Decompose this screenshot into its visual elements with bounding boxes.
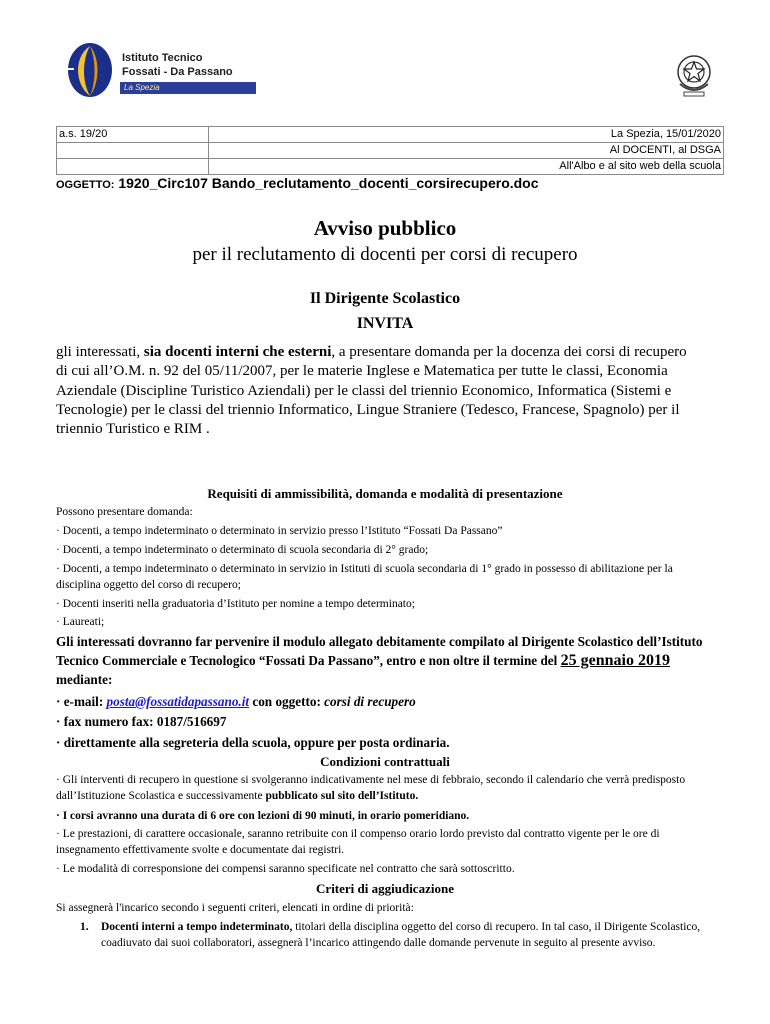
email-mid: con oggetto: xyxy=(249,694,325,709)
criteri-heading: Criteri di aggiudicazione xyxy=(316,881,454,896)
logo-line3: La Spezia xyxy=(124,83,160,92)
requisito-item: · Docenti, a tempo indeterminato o determinato in servizio presso l’Istituto “Fossati Da Passano” xyxy=(56,525,503,537)
condizioni-p1-bold: pubblicato sul sito dell’Istituto. xyxy=(265,790,419,802)
email-line xyxy=(56,692,716,711)
invita-heading: INVITA xyxy=(356,315,414,332)
subject-label: OGGETTO: xyxy=(56,179,115,191)
condizioni-p4: · Le modalità di corresponsione dei compensi saranno specificate nel contratto che sarà sottoscritto. xyxy=(56,863,515,875)
condizioni-p2: · I corsi avranno una durata di 6 ore con lezioni di 90 minuti, in orario pomeridiano. xyxy=(56,810,470,822)
modalita-text-2: mediante: xyxy=(56,672,113,687)
condizioni-p3: · Le prestazioni, di carattere occasionale, saranno retribuite con il compenso orario lordo previsto dal contratto vigente per le ore di insegnamento effettivamente svolte e documentate dai registri. xyxy=(56,828,660,856)
recipients-1: Al DOCENTI, al DSGA xyxy=(209,143,724,159)
subject-value: 1920_Circ107 Bando_reclutamento_docenti_corsirecupero.doc xyxy=(118,175,539,191)
email-link[interactable]: posta@fossatidapassano.it xyxy=(106,694,250,709)
intro-text-2: , a presentare domanda per la docenza dei corsi di recupero di cui all’O.M. n. 92 del 05/11/2007, per le materie Inglese e Matematica per tutte le classi, Economia Aziendale (Discipline Turistico Aziendali) per le classi del triennio Economico, Informatica (Sistemi e Tecnologie) per le classi del triennio Informatico, Lingue Straniere (Tedesco, Francese, Spagnolo) per il triennio Turistico e RIM . xyxy=(56,344,687,438)
criteri-item-1 xyxy=(80,919,720,951)
recipients-2: All'Albo e al sito web della scuola xyxy=(209,159,724,175)
requisito-item: · Docenti, a tempo indeterminato o determinato in servizio in Istituti di scuola secondaria di 1° grado in possesso di abilitazione per la disciplina oggetto del corso di recupero; xyxy=(56,563,673,591)
requisito-item: · Laureati; xyxy=(56,616,105,628)
italian-republic-emblem-icon xyxy=(674,50,714,98)
school-year: a.s. 19/20 xyxy=(57,127,209,143)
direct-line: · direttamente alla segreteria della scuola, oppure per posta ordinaria. xyxy=(56,735,450,750)
header-table xyxy=(56,126,724,175)
criteri-item-number: 1. xyxy=(80,921,89,933)
modalita-paragraph xyxy=(56,632,716,689)
possono-text: Possono presentare domanda: xyxy=(56,506,193,518)
intro-paragraph xyxy=(56,343,696,439)
criteri-item-text xyxy=(101,919,720,951)
subject-line xyxy=(56,175,539,191)
requisito-item: · Docenti, a tempo indeterminato o determinato di scuola secondaria di 2° grado; xyxy=(56,544,429,556)
date: La Spezia, 15/01/2020 xyxy=(209,127,724,143)
requisiti-heading: Requisiti di ammissibilità, domanda e modalità di presentazione xyxy=(207,486,563,501)
page-subtitle: per il reclutamento di docenti per corsi di recupero xyxy=(192,244,578,265)
logo-line2: Fossati - Da Passano xyxy=(122,66,233,78)
intro-text: gli interessati, xyxy=(56,344,144,360)
condizioni-p1-text: · Gli interventi di recupero in questione si svolgeranno indicativamente nel mese di febbraio, secondo il calendario che verrà predisposto dall’Istituzione Scolastica e successivamente xyxy=(56,774,686,802)
email-prefix: · e-mail: xyxy=(56,694,107,709)
criteri-intro: Si assegnerà l'incarico secondo i seguenti criteri, elencati in ordine di priorità: xyxy=(56,902,414,914)
deadline: 25 gennaio 2019 xyxy=(560,652,670,669)
logo-line1: Istituto Tecnico xyxy=(122,52,203,64)
condizioni-p1 xyxy=(56,772,718,804)
email-subject: corsi di recupero xyxy=(324,694,416,709)
requisito-item: · Docenti inseriti nella graduatoria d’Istituto per nomine a tempo determinato; xyxy=(56,598,415,610)
intro-bold: sia docenti interni che esterni xyxy=(143,344,332,360)
dirigente-heading: Il Dirigente Scolastico xyxy=(309,290,461,307)
modalita-text: Gli interessati dovranno far pervenire il modulo allegato debitamente compilato al Dirigente Scolastico dell’Istituto Tecnico Commerciale e Tecnologico “Fossati Da Passano”, entro e non oltre il termine del xyxy=(56,634,703,668)
condizioni-heading: Condizioni contrattuali xyxy=(320,754,450,769)
criteri-item-body: titolari della disciplina oggetto del corso di recupero. In tal caso, il Dirigente Scolastico, coadiuvato dai suoi collaboratori, assegnerà l’incarico attingendo dalle domande pervenute in seguito al presente avviso. xyxy=(101,921,701,949)
fax-line: · fax numero fax: 0187/516697 xyxy=(56,714,227,729)
criteri-item-bold: Docenti interni a tempo indeterminato, xyxy=(101,921,293,933)
page-title: Avviso pubblico xyxy=(313,216,457,240)
